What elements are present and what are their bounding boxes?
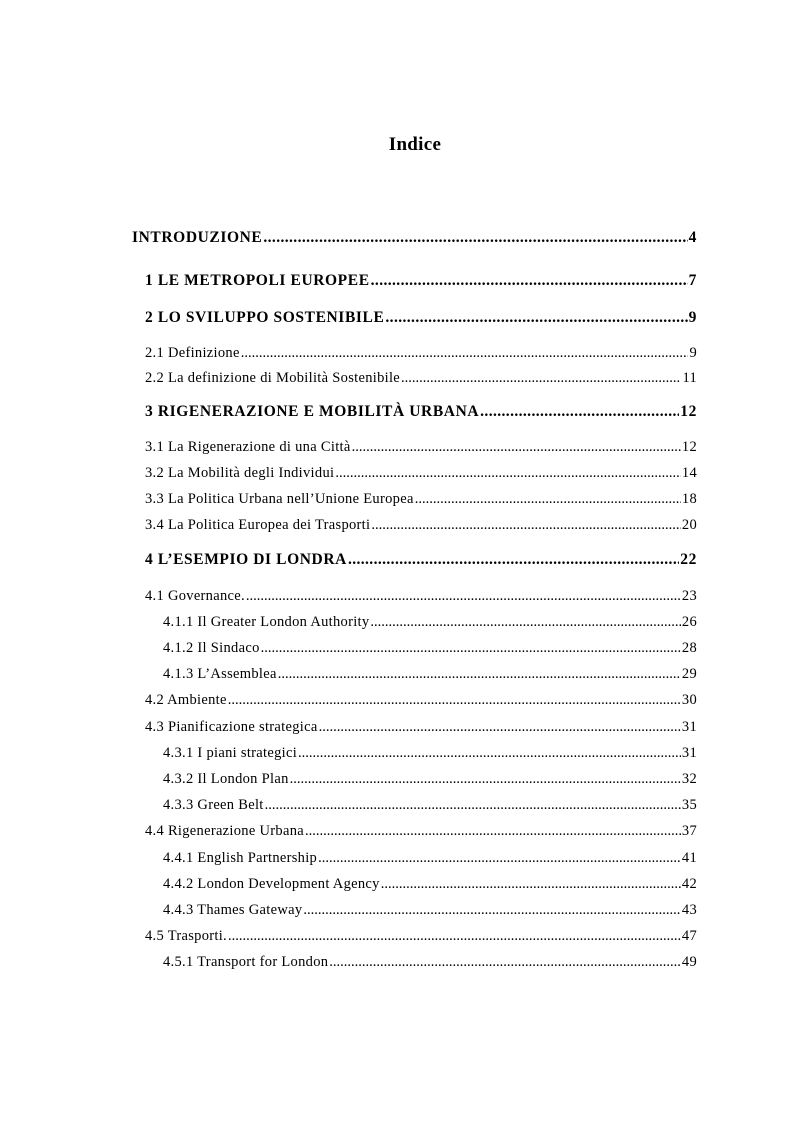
- toc-entry-section-4-4-3[interactable]: [163, 899, 697, 921]
- toc-entry-label: 2 LO SVILUPPO SOSTENIBILE: [145, 309, 385, 326]
- toc-entry-label: 4.1 Governance.: [145, 588, 245, 604]
- toc-entry-page: 12: [680, 403, 697, 420]
- toc-entry-label: INTRODUZIONE: [132, 229, 263, 246]
- toc-entry-label: 3.3 La Politica Urbana nell’Unione Europea: [145, 491, 414, 507]
- toc-entry-page: 14: [681, 465, 697, 481]
- toc-entry-page: 7: [688, 272, 697, 289]
- toc-leader-dots: [303, 899, 680, 921]
- toc-entry-page: 20: [681, 517, 697, 533]
- toc-entry-label: 4.5 Trasporti.: [145, 928, 227, 944]
- toc-entry-label: 3 RIGENERAZIONE E MOBILITÀ URBANA: [145, 403, 480, 420]
- toc-entry-section-4-3[interactable]: [145, 716, 697, 738]
- toc-leader-dots: [352, 436, 681, 458]
- toc-entry-section-3-3[interactable]: [145, 488, 697, 510]
- toc-entry-page: 31: [681, 719, 697, 735]
- toc-entry-section-4-5-1[interactable]: [163, 951, 697, 973]
- toc-entry-label: 3.4 La Politica Europea dei Trasporti: [145, 517, 371, 533]
- toc-entry-section-2-2[interactable]: [145, 367, 697, 389]
- toc-leader-dots: [370, 611, 680, 633]
- toc-entry-section-4-4-1[interactable]: [163, 847, 697, 869]
- toc-entry-section-4-3-3[interactable]: [163, 794, 697, 816]
- toc-entry-page: 22: [680, 551, 697, 568]
- toc-leader-dots: [228, 925, 681, 947]
- toc-entry-page: 35: [681, 797, 697, 813]
- toc-entry-chapter-1[interactable]: [145, 270, 697, 292]
- toc-leader-dots: [305, 820, 681, 842]
- toc-entry-label: 3.1 La Rigenerazione di una Città: [145, 439, 351, 455]
- toc-entry-page: 47: [681, 928, 697, 944]
- toc-entry-section-4-4[interactable]: [145, 820, 697, 842]
- toc-entry-chapter-2[interactable]: [145, 307, 697, 329]
- toc-entry-section-4-1[interactable]: [145, 585, 697, 607]
- toc-entry-label: 4.1.2 Il Sindaco: [163, 640, 260, 656]
- toc-leader-dots: [385, 307, 687, 329]
- toc-leader-dots: [319, 716, 681, 738]
- toc-entry-page: 23: [681, 588, 697, 604]
- toc-entry-section-3-4[interactable]: [145, 514, 697, 536]
- toc-entry-page: 29: [681, 666, 697, 682]
- toc-leader-dots: [415, 488, 681, 510]
- toc-leader-dots: [381, 873, 681, 895]
- toc-entry-page: 9: [689, 345, 697, 361]
- toc-entry-chapter-3[interactable]: [145, 401, 697, 423]
- toc-leader-dots: [318, 847, 681, 869]
- toc-entry-section-4-4-2[interactable]: [163, 873, 697, 895]
- toc-entry-label: 4.4.2 London Development Agency: [163, 876, 380, 892]
- toc-entry-label: 4.5.1 Transport for London: [163, 954, 329, 970]
- toc-entry-label: 4.3.2 Il London Plan: [163, 771, 289, 787]
- toc-leader-dots: [348, 549, 679, 571]
- toc-entry-introduzione[interactable]: [132, 227, 697, 249]
- toc-entry-section-3-1[interactable]: [145, 436, 697, 458]
- toc-entry-label: 4.4 Rigenerazione Urbana: [145, 823, 304, 839]
- toc-entry-label: 4.4.1 English Partnership: [163, 850, 318, 866]
- toc-leader-dots: [261, 637, 681, 659]
- toc-entry-page: 28: [681, 640, 697, 656]
- toc-entry-label: 1 LE METROPOLI EUROPEE: [145, 272, 370, 289]
- toc-entry-page: 9: [688, 309, 697, 326]
- toc-entry-section-2-1[interactable]: [145, 342, 697, 364]
- toc-leader-dots: [335, 462, 681, 484]
- toc-entry-page: 42: [681, 876, 697, 892]
- toc-entry-label: 4.3.3 Green Belt: [163, 797, 264, 813]
- toc-entry-page: 12: [681, 439, 697, 455]
- toc-entry-page: 4: [688, 229, 697, 246]
- toc-entry-page: 32: [681, 771, 697, 787]
- toc-leader-dots: [371, 514, 681, 536]
- toc-leader-dots: [278, 663, 681, 685]
- toc-entry-section-4-1-2[interactable]: [163, 637, 697, 659]
- toc-leader-dots: [298, 742, 681, 764]
- toc-entry-label: 2.1 Definizione: [145, 345, 240, 361]
- toc-entry-label: 4.1.3 L’Assemblea: [163, 666, 277, 682]
- toc-entry-label: 4.1.1 Il Greater London Authority: [163, 614, 370, 630]
- toc-leader-dots: [371, 270, 688, 292]
- toc-entry-section-3-2[interactable]: [145, 462, 697, 484]
- toc-entry-page: 41: [681, 850, 697, 866]
- toc-entry-section-4-3-2[interactable]: [163, 768, 697, 790]
- toc-entry-label: 4 L’ESEMPIO DI LONDRA: [145, 551, 347, 568]
- toc-entry-page: 37: [681, 823, 697, 839]
- toc-entry-page: 31: [681, 745, 697, 761]
- toc-entry-page: 43: [681, 902, 697, 918]
- toc-entry-chapter-4[interactable]: [145, 549, 697, 571]
- toc-leader-dots: [329, 951, 681, 973]
- toc-entry-label: 3.2 La Mobilità degli Individui: [145, 465, 335, 481]
- toc-entry-page: 26: [681, 614, 697, 630]
- toc-leader-dots: [265, 794, 681, 816]
- toc-entry-label: 4.2 Ambiente: [145, 692, 227, 708]
- toc-leader-dots: [246, 585, 681, 607]
- toc-entry-page: 11: [682, 370, 697, 386]
- toc-entry-section-4-5[interactable]: [145, 925, 697, 947]
- toc-leader-dots: [241, 342, 689, 364]
- page-title: Indice: [388, 134, 442, 155]
- toc-entry-page: 49: [681, 954, 697, 970]
- toc-entry-page: 18: [681, 491, 697, 507]
- toc-entry-section-4-1-1[interactable]: [163, 611, 697, 633]
- toc-entry-page: 30: [681, 692, 697, 708]
- toc-entry-label: 4.3.1 I piani strategici: [163, 745, 298, 761]
- toc-entry-section-4-2[interactable]: [145, 689, 697, 711]
- toc-leader-dots: [263, 227, 687, 249]
- toc-entry-label: 4.3 Pianificazione strategica: [145, 719, 318, 735]
- toc-entry-section-4-1-3[interactable]: [163, 663, 697, 685]
- toc-entry-label: 4.4.3 Thames Gateway: [163, 902, 303, 918]
- toc-entry-label: 2.2 La definizione di Mobilità Sostenibile: [145, 370, 401, 386]
- toc-leader-dots: [290, 768, 681, 790]
- toc-leader-dots: [228, 689, 681, 711]
- toc-leader-dots: [480, 401, 679, 423]
- toc-entry-section-4-3-1[interactable]: [163, 742, 697, 764]
- toc-leader-dots: [401, 367, 681, 389]
